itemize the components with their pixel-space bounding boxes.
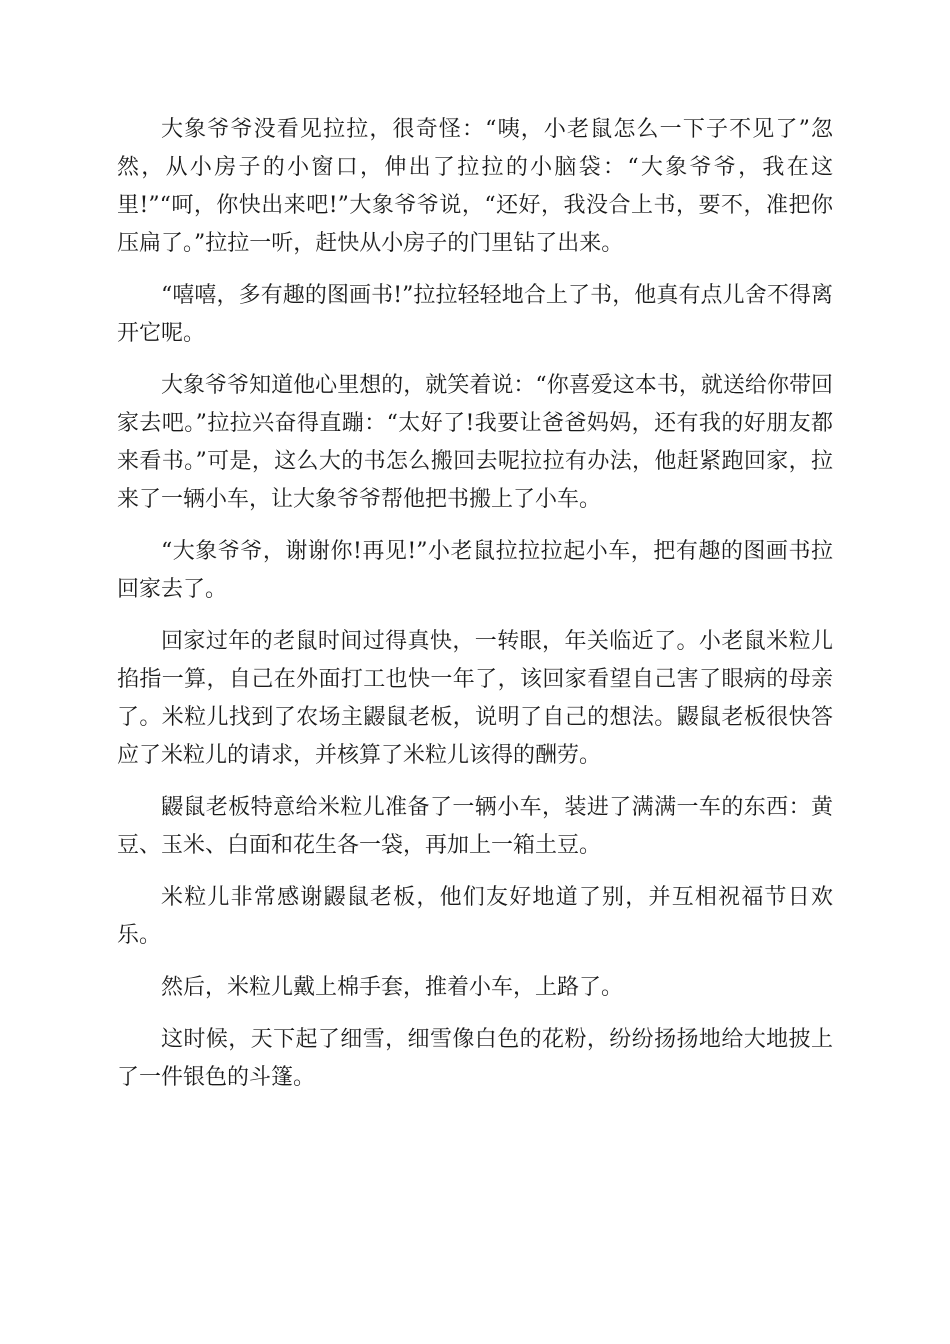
document-page	[117, 111, 833, 1111]
paragraph: 大象爷爷知道他心里想的，就笑着说：“你喜爱这本书，就送给你带回家去吧。”拉拉兴奋得直蹦：“太好了!我要让爸爸妈妈，还有我的好朋友都来看书。”可是，这么大的书怎么搬回去呢拉拉有办法，他赶紧跑回家，拉来了一辆小车，让大象爷爷帮他把书搬上了小车。	[117, 373, 833, 512]
paragraph: 这时候，天下起了细雪，细雪像白色的花粉，纷纷扬扬地给大地披上了一件银色的斗篷。	[117, 1027, 833, 1090]
paragraph: 米粒儿非常感谢鼹鼠老板，他们友好地道了别，并互相祝福节日欢乐。	[117, 885, 833, 948]
paragraph: 鼹鼠老板特意给米粒儿准备了一辆小车，装进了满满一车的东西：黄豆、玉米、白面和花生各一袋，再加上一箱土豆。	[117, 795, 833, 858]
paragraph: “嘻嘻，多有趣的图画书!”拉拉轻轻地合上了书，他真有点儿舍不得离开它呢。	[117, 283, 833, 346]
paragraph: 回家过年的老鼠时间过得真快，一转眼，年关临近了。小老鼠米粒儿掐指一算，自己在外面打工也快一年了，该回家看望自己害了眼病的母亲了。米粒儿找到了农场主鼹鼠老板，说明了自己的想法。鼹鼠老板很快答应了米粒儿的请求，并核算了米粒儿该得的酬劳。	[117, 629, 833, 768]
paragraph: 然后，米粒儿戴上棉手套，推着小车，上路了。	[161, 975, 624, 1000]
paragraph: “大象爷爷，谢谢你!再见!”小老鼠拉拉拉起小车，把有趣的图画书拉回家去了。	[117, 539, 833, 602]
paragraph: 大象爷爷没看见拉拉，很奇怪：“咦，小老鼠怎么一下子不见了”忽然，从小房子的小窗口，伸出了拉拉的小脑袋：“大象爷爷，我在这里!”“呵，你快出来吧!”大象爷爷说，“还好，我没合上书，要不，准把你压扁了。”拉拉一听，赶快从小房子的门里钻了出来。	[117, 117, 833, 256]
